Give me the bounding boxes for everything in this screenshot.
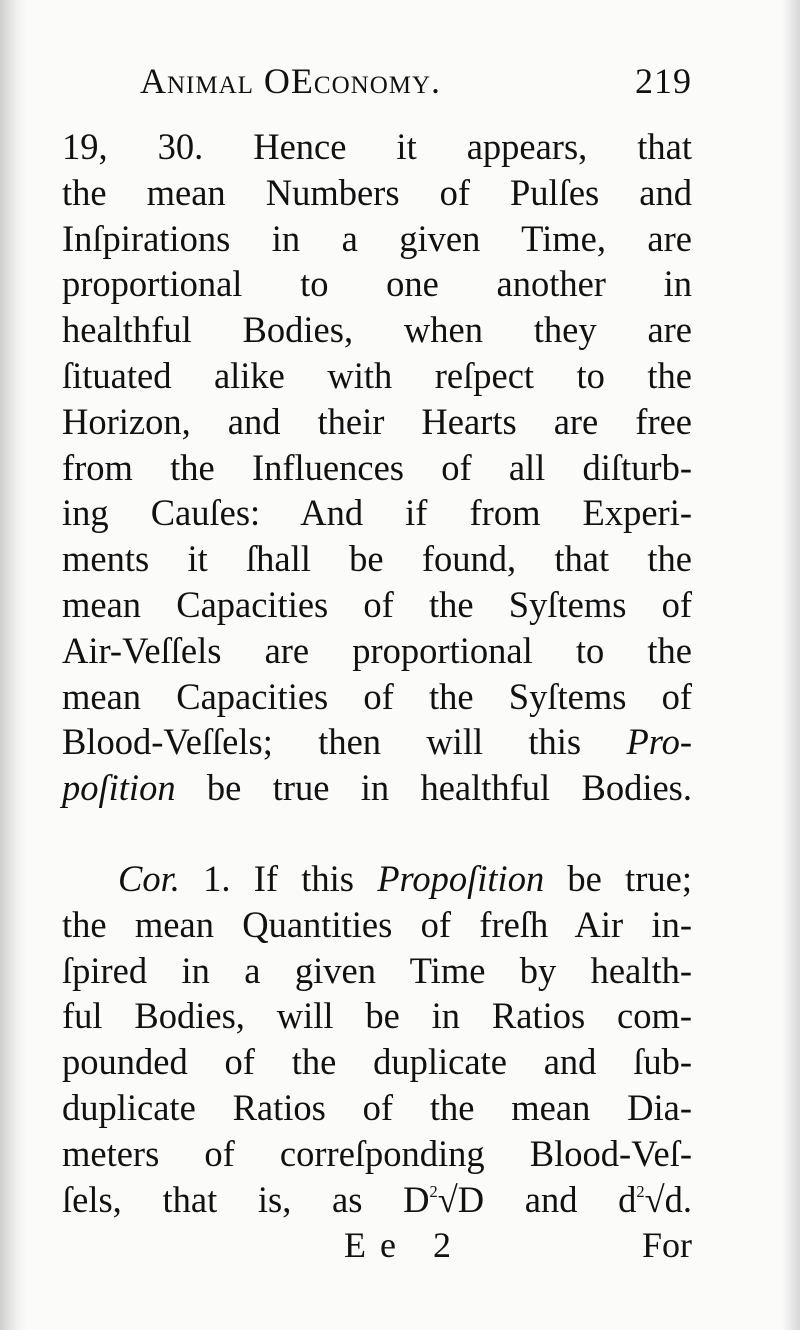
corollary-label: Cor. <box>118 858 180 899</box>
text-run: √d. <box>644 1178 693 1220</box>
italic-run: Propoſition <box>377 858 545 899</box>
text-line: 19, 30. Hence it appears, that <box>62 126 692 167</box>
text-line: the mean Numbers of Pulſes and <box>62 171 692 213</box>
text-line: proportional to one another in <box>62 263 692 305</box>
text-line: ful Bodies, will be in Ratios com- <box>62 995 692 1037</box>
text-line <box>62 719 692 765</box>
text-line: mean Capacities of the Syſtems of <box>62 583 692 625</box>
paragraph-1 <box>62 124 692 811</box>
page-edge-shadow-right <box>782 0 800 1330</box>
text-line <box>62 1177 692 1223</box>
text-line: meters of correſponding Blood-Veſ- <box>62 1132 692 1174</box>
page-number: 219 <box>635 61 692 101</box>
text-run: Blood-Veſſels; then will this <box>62 721 582 763</box>
text-line: ſpired in a given Time by health- <box>62 949 692 991</box>
text-run: be true; <box>544 858 692 899</box>
text-line: duplicate Ratios of the mean Dia- <box>62 1086 692 1128</box>
text-run: 1. If this <box>179 858 378 899</box>
running-title: Animal OEconomy. <box>140 61 442 101</box>
text-run: ſels, that is, as D <box>62 1178 430 1220</box>
superscript: 2 <box>636 1181 645 1201</box>
text-line: Inſpirations in a given Time, are <box>62 217 692 259</box>
text-run: be true in healthful Bodies. <box>206 767 693 809</box>
italic-run: Pro- <box>626 721 693 763</box>
text-run: √D and d <box>437 1178 637 1220</box>
text-line: from the Influences of all diſturb- <box>62 446 692 488</box>
text-line <box>62 856 692 902</box>
text-line: ments it ſhall be found, that the <box>62 538 692 580</box>
text-line: mean Capacities of the Syſtems of <box>62 675 692 717</box>
running-head <box>60 56 700 106</box>
text-line: the mean Quantities of freſh Air in- <box>62 903 692 945</box>
page-footer <box>62 1220 692 1270</box>
catchword: For <box>641 1225 692 1265</box>
text-line: Horizon, and their Hearts are free <box>62 400 692 442</box>
italic-run: poſition <box>62 767 176 809</box>
text-line: healthful Bodies, when they are <box>62 309 692 351</box>
text-line: ſituated alike with reſpect to the <box>62 354 692 396</box>
page-edge-shadow-left <box>0 0 28 1330</box>
text-line: Air-Veſſels are proportional to the <box>62 629 692 671</box>
text-line: pounded of the duplicate and ſub- <box>62 1041 692 1083</box>
signature-mark: Ee 2 <box>344 1225 465 1265</box>
text-line: ing Cauſes: And if from Experi- <box>62 492 692 534</box>
text-line <box>62 765 692 811</box>
superscript: 2 <box>429 1181 438 1201</box>
paragraph-2 <box>62 856 692 1222</box>
